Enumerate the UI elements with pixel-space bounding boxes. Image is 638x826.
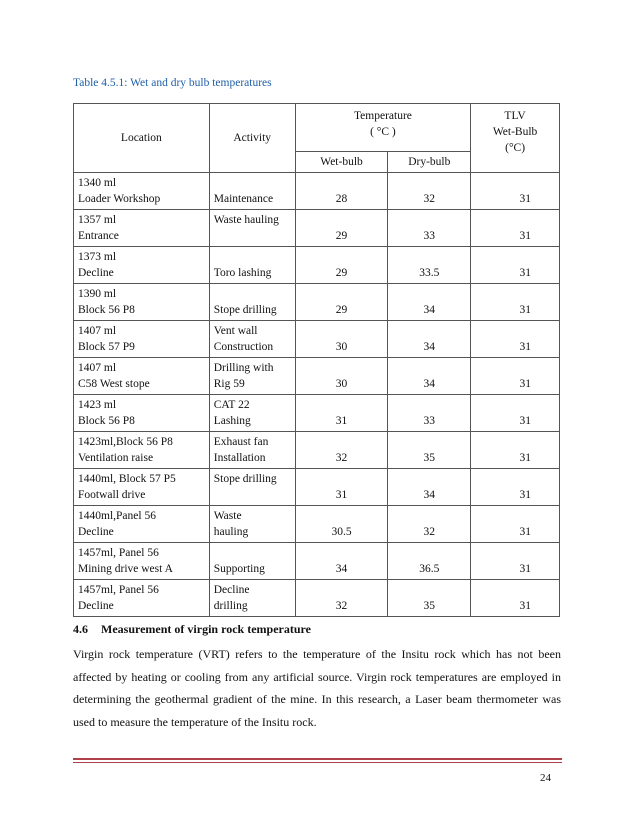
activity-cell-line-2: Maintenance — [213, 193, 274, 205]
wet-bulb-cell: 34 — [295, 543, 388, 580]
table-row — [74, 469, 560, 506]
activity-cell-line-1 — [214, 175, 291, 191]
location-cell — [74, 247, 210, 284]
activity-cell-line-1 — [214, 545, 291, 561]
activity-cell-line-2: drilling — [213, 600, 248, 612]
location-cell — [74, 284, 210, 321]
table-row — [74, 173, 560, 210]
location-cell — [74, 543, 210, 580]
table-row — [74, 284, 560, 321]
table-row — [74, 210, 560, 247]
activity-cell-line-1: Waste hauling — [213, 214, 279, 226]
header-temperature-unit: ( °C ) — [370, 126, 396, 138]
header-temperature-label: Temperature — [353, 110, 412, 122]
table-row — [74, 247, 560, 284]
activity-cell-line-2: Toro lashing — [213, 267, 272, 279]
activity-cell-line-2: Construction — [213, 341, 274, 353]
location-cell-line-2: Mining drive west A — [78, 563, 173, 575]
location-cell-line-1: 1440ml, Block 57 P5 — [78, 473, 176, 485]
dry-bulb-cell: 32 — [388, 506, 471, 543]
dry-bulb-cell: 33 — [388, 210, 471, 247]
activity-cell — [209, 173, 295, 210]
dry-bulb-cell: 35 — [388, 580, 471, 617]
header-dry-bulb: Dry-bulb — [388, 152, 471, 173]
activity-cell-line-2 — [214, 228, 291, 244]
section-number: 4.6 — [73, 622, 88, 636]
tlv-cell: 31 — [471, 506, 560, 543]
location-cell-line-2: Block 57 P9 — [78, 341, 135, 353]
activity-cell — [209, 432, 295, 469]
footer-rule — [73, 758, 562, 760]
location-cell — [74, 580, 210, 617]
section-title: Measurement of virgin rock temperature — [101, 622, 311, 636]
activity-cell — [209, 543, 295, 580]
header-activity: Activity — [209, 104, 295, 173]
location-cell — [74, 432, 210, 469]
activity-cell-line-1: Drilling with — [213, 362, 274, 374]
activity-cell-line-1: Decline — [213, 584, 250, 596]
tlv-cell: 31 — [471, 321, 560, 358]
wet-bulb-cell: 31 — [295, 395, 388, 432]
activity-cell-line-2: Lashing — [213, 415, 251, 427]
tlv-cell: 31 — [471, 580, 560, 617]
activity-cell — [209, 321, 295, 358]
wet-bulb-cell: 28 — [295, 173, 388, 210]
activity-cell-line-2 — [214, 487, 291, 503]
page-number: 24 — [540, 772, 551, 784]
activity-cell-line-1: Exhaust fan — [213, 436, 269, 448]
location-cell-line-1: 1340 ml — [78, 177, 117, 189]
wet-bulb-cell: 29 — [295, 247, 388, 284]
activity-cell-line-2: Rig 59 — [213, 378, 245, 390]
wet-bulb-cell: 29 — [295, 210, 388, 247]
dry-bulb-cell: 34 — [388, 284, 471, 321]
dry-bulb-cell: 34 — [388, 321, 471, 358]
location-cell-line-1: 1457ml, Panel 56 — [78, 547, 159, 559]
wet-bulb-cell: 30 — [295, 358, 388, 395]
activity-cell-line-2: hauling — [213, 526, 249, 538]
tlv-cell: 31 — [471, 469, 560, 506]
dry-bulb-cell: 34 — [388, 358, 471, 395]
tlv-cell: 31 — [471, 210, 560, 247]
location-cell-line-2: Decline — [78, 600, 114, 612]
dry-bulb-cell: 33 — [388, 395, 471, 432]
location-cell-line-2: C58 West stope — [78, 378, 150, 390]
activity-cell — [209, 210, 295, 247]
location-cell — [74, 469, 210, 506]
activity-cell-line-1 — [214, 286, 291, 302]
location-cell-line-1: 1423ml,Block 56 P8 — [78, 436, 173, 448]
table-row — [74, 321, 560, 358]
location-cell-line-2: Decline — [78, 526, 114, 538]
location-cell — [74, 358, 210, 395]
section-heading — [73, 622, 311, 637]
location-cell — [74, 395, 210, 432]
dry-bulb-cell: 33.5 — [388, 247, 471, 284]
location-cell — [74, 506, 210, 543]
dry-bulb-cell: 35 — [388, 432, 471, 469]
location-cell-line-2: Entrance — [78, 230, 119, 242]
tlv-cell: 31 — [471, 395, 560, 432]
location-cell-line-2: Block 56 P8 — [78, 415, 135, 427]
table-row — [74, 358, 560, 395]
location-cell-line-1: 1407 ml — [78, 325, 117, 337]
location-cell-line-1: 1457ml, Panel 56 — [78, 584, 159, 596]
activity-cell — [209, 358, 295, 395]
tlv-cell: 31 — [471, 543, 560, 580]
location-cell-line-2: Block 56 P8 — [78, 304, 135, 316]
location-cell-line-1: 1373 ml — [78, 251, 117, 263]
tlv-cell: 31 — [471, 247, 560, 284]
table-row — [74, 543, 560, 580]
location-cell-line-1: 1440ml,Panel 56 — [78, 510, 156, 522]
header-location: Location — [74, 104, 210, 173]
location-cell-line-1: 1357 ml — [78, 214, 117, 226]
location-cell — [74, 210, 210, 247]
location-cell-line-1: 1423 ml — [78, 399, 117, 411]
table-row — [74, 580, 560, 617]
dry-bulb-cell: 32 — [388, 173, 471, 210]
location-cell-line-2: Footwall drive — [78, 489, 146, 501]
activity-cell-line-1: Vent wall — [213, 325, 258, 337]
wet-bulb-cell: 31 — [295, 469, 388, 506]
activity-cell-line-2: Stope drilling — [213, 304, 277, 316]
tlv-cell: 31 — [471, 432, 560, 469]
section-paragraph: Virgin rock temperature (VRT) refers to the temperature of the Insitu rock which has not been affected by heating or cooling from any artificial source. Virgin rock temperatures are employed in determining the geothermal gradient of the mine. In this research, a Laser beam thermometer was used to measure the temperature of the Insitu rock. — [73, 647, 561, 729]
dry-bulb-cell: 36.5 — [388, 543, 471, 580]
location-cell-line-1: 1407 ml — [78, 362, 117, 374]
header-tlv-unit: (°C) — [505, 142, 526, 154]
activity-cell — [209, 247, 295, 284]
tlv-cell: 31 — [471, 173, 560, 210]
header-wet-bulb: Wet-bulb — [295, 152, 388, 173]
activity-cell — [209, 580, 295, 617]
table-row — [74, 432, 560, 469]
activity-cell — [209, 284, 295, 321]
location-cell-line-1: 1390 ml — [78, 288, 117, 300]
header-tlv-sub: Wet-Bulb — [492, 126, 538, 138]
tlv-cell: 31 — [471, 358, 560, 395]
table-row — [74, 506, 560, 543]
header-row — [74, 104, 560, 152]
header-tlv-label: TLV — [504, 110, 526, 122]
activity-cell — [209, 469, 295, 506]
activity-cell-line-1: CAT 22 — [213, 399, 250, 411]
location-cell-line-2: Ventilation raise — [78, 452, 154, 464]
tlv-cell: 31 — [471, 284, 560, 321]
dry-bulb-cell: 34 — [388, 469, 471, 506]
table-row — [74, 395, 560, 432]
footer-rule-thin — [73, 762, 562, 763]
header-temperature — [295, 104, 471, 152]
activity-cell-line-1 — [214, 249, 291, 265]
location-cell — [74, 173, 210, 210]
activity-cell-line-2: Supporting — [213, 563, 265, 575]
wet-bulb-cell: 32 — [295, 432, 388, 469]
wet-bulb-cell: 32 — [295, 580, 388, 617]
activity-cell-line-1: Waste — [213, 510, 242, 522]
activity-cell-line-2: Installation — [213, 452, 266, 464]
header-tlv — [471, 104, 560, 173]
wet-bulb-cell: 30 — [295, 321, 388, 358]
wet-bulb-cell: 29 — [295, 284, 388, 321]
location-cell-line-2: Decline — [78, 267, 114, 279]
temperature-table — [73, 103, 560, 617]
wet-bulb-cell: 30.5 — [295, 506, 388, 543]
activity-cell — [209, 506, 295, 543]
location-cell — [74, 321, 210, 358]
location-cell-line-2: Loader Workshop — [78, 193, 161, 205]
activity-cell-line-1: Stope drilling — [213, 473, 277, 485]
table-caption: Table 4.5.1: Wet and dry bulb temperatures — [73, 77, 272, 89]
activity-cell — [209, 395, 295, 432]
